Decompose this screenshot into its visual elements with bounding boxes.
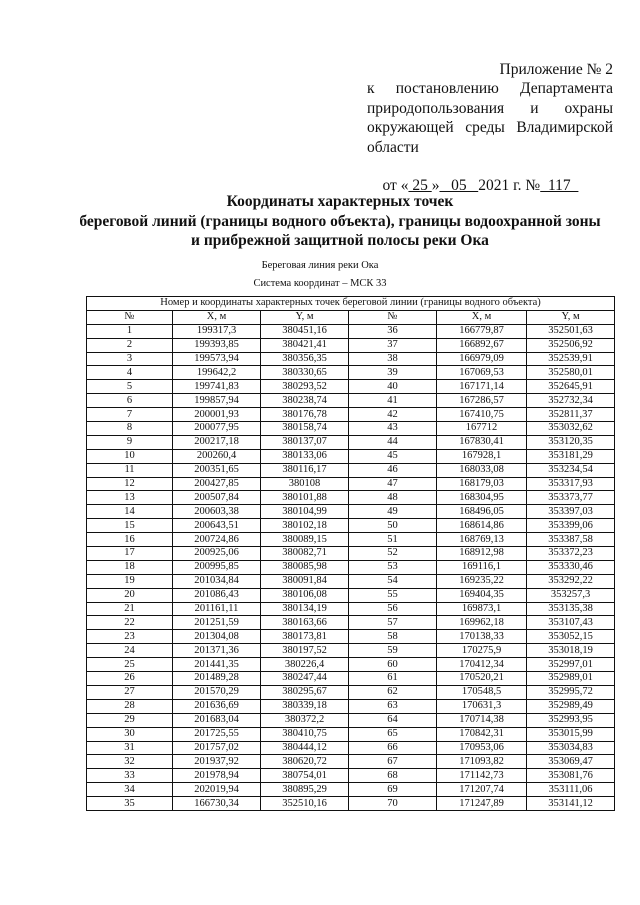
table-row xyxy=(87,435,615,449)
table-row xyxy=(87,588,615,602)
x-coordinate-cell: 202019,94 xyxy=(173,783,261,797)
appendix-line: области xyxy=(367,138,419,156)
table-row xyxy=(87,602,615,616)
y-coordinate-cell: 380295,67 xyxy=(261,685,349,699)
table-row xyxy=(87,533,615,547)
x-coordinate-cell: 167171,14 xyxy=(437,380,527,394)
date-year: 2021 г. № xyxy=(478,177,541,195)
x-coordinate-cell: 201636,69 xyxy=(173,699,261,713)
y-coordinate-cell: 352510,16 xyxy=(261,797,349,811)
date-month: 05 xyxy=(439,177,479,195)
y-coordinate-cell: 380108 xyxy=(261,477,349,491)
x-coordinate-cell: 168033,08 xyxy=(437,463,527,477)
x-coordinate-cell: 200351,65 xyxy=(173,463,261,477)
point-number-cell: 45 xyxy=(349,449,437,463)
subtitle: Береговая линия реки Ока xyxy=(261,260,379,271)
y-coordinate-cell: 353135,38 xyxy=(527,602,615,616)
point-number-cell: 35 xyxy=(87,797,173,811)
y-coordinate-cell: 380106,08 xyxy=(261,588,349,602)
point-number-cell: 64 xyxy=(349,713,437,727)
point-number-cell: 46 xyxy=(349,463,437,477)
decree-number: 117 xyxy=(540,177,579,195)
point-number-cell: 54 xyxy=(349,574,437,588)
title-line: Координаты характерных точек xyxy=(226,193,454,210)
y-coordinate-cell: 380163,66 xyxy=(261,616,349,630)
point-number-cell: 40 xyxy=(349,380,437,394)
point-number-cell: 11 xyxy=(87,463,173,477)
x-coordinate-cell: 168496,05 xyxy=(437,505,527,519)
point-number-cell: 43 xyxy=(349,422,437,436)
point-number-cell: 60 xyxy=(349,658,437,672)
y-coordinate-cell: 353081,76 xyxy=(527,769,615,783)
point-number-cell: 27 xyxy=(87,685,173,699)
point-number-cell: 44 xyxy=(349,435,437,449)
point-number-cell: 2 xyxy=(87,338,173,352)
column-header: X, м xyxy=(437,310,527,324)
x-coordinate-cell: 199393,85 xyxy=(173,338,261,352)
table-row xyxy=(87,324,615,338)
table-row xyxy=(87,449,615,463)
y-coordinate-cell: 352811,37 xyxy=(527,408,615,422)
x-coordinate-cell: 170275,9 xyxy=(437,644,527,658)
y-coordinate-cell: 352539,91 xyxy=(527,352,615,366)
x-coordinate-cell: 200995,85 xyxy=(173,560,261,574)
column-header: Y, м xyxy=(261,310,349,324)
x-coordinate-cell: 201304,08 xyxy=(173,630,261,644)
y-coordinate-cell: 353052,15 xyxy=(527,630,615,644)
point-number-cell: 30 xyxy=(87,727,173,741)
x-coordinate-cell: 170548,5 xyxy=(437,685,527,699)
x-coordinate-cell: 168304,95 xyxy=(437,491,527,505)
y-coordinate-cell: 380133,06 xyxy=(261,449,349,463)
y-coordinate-cell: 353373,77 xyxy=(527,491,615,505)
y-coordinate-cell: 353387,58 xyxy=(527,533,615,547)
y-coordinate-cell: 380247,44 xyxy=(261,672,349,686)
point-number-cell: 20 xyxy=(87,588,173,602)
y-coordinate-cell: 353107,43 xyxy=(527,616,615,630)
x-coordinate-cell: 168912,98 xyxy=(437,547,527,561)
x-coordinate-cell: 169962,18 xyxy=(437,616,527,630)
x-coordinate-cell: 170412,34 xyxy=(437,658,527,672)
table-row xyxy=(87,783,615,797)
point-number-cell: 4 xyxy=(87,366,173,380)
x-coordinate-cell: 200217,18 xyxy=(173,435,261,449)
y-coordinate-cell: 380444,12 xyxy=(261,741,349,755)
x-coordinate-cell: 201086,43 xyxy=(173,588,261,602)
x-coordinate-cell: 201683,04 xyxy=(173,713,261,727)
table-row xyxy=(87,463,615,477)
table-row xyxy=(87,797,615,811)
point-number-cell: 56 xyxy=(349,602,437,616)
x-coordinate-cell: 167410,75 xyxy=(437,408,527,422)
date-day: 25 xyxy=(408,177,432,195)
y-coordinate-cell: 380082,71 xyxy=(261,547,349,561)
y-coordinate-cell: 353292,22 xyxy=(527,574,615,588)
point-number-cell: 5 xyxy=(87,380,173,394)
x-coordinate-cell: 200077,95 xyxy=(173,422,261,436)
y-coordinate-cell: 380134,19 xyxy=(261,602,349,616)
x-coordinate-cell: 166979,09 xyxy=(437,352,527,366)
table-row xyxy=(87,644,615,658)
point-number-cell: 65 xyxy=(349,727,437,741)
point-number-cell: 42 xyxy=(349,408,437,422)
point-number-cell: 66 xyxy=(349,741,437,755)
point-number-cell: 61 xyxy=(349,672,437,686)
x-coordinate-cell: 200001,93 xyxy=(173,408,261,422)
y-coordinate-cell: 380451,16 xyxy=(261,324,349,338)
table-row xyxy=(87,477,615,491)
x-coordinate-cell: 201441,35 xyxy=(173,658,261,672)
point-number-cell: 22 xyxy=(87,616,173,630)
x-coordinate-cell: 201371,36 xyxy=(173,644,261,658)
point-number-cell: 24 xyxy=(87,644,173,658)
y-coordinate-cell: 380895,29 xyxy=(261,783,349,797)
point-number-cell: 59 xyxy=(349,644,437,658)
x-coordinate-cell: 170953,06 xyxy=(437,741,527,755)
y-coordinate-cell: 380293,52 xyxy=(261,380,349,394)
x-coordinate-cell: 171247,89 xyxy=(437,797,527,811)
title-line: береговой линий (границы водного объекта), границы водоохранной зоны xyxy=(79,212,601,230)
y-coordinate-cell: 352506,92 xyxy=(527,338,615,352)
y-coordinate-cell: 353111,06 xyxy=(527,783,615,797)
table-row xyxy=(87,658,615,672)
x-coordinate-cell: 166730,34 xyxy=(173,797,261,811)
table-row xyxy=(87,685,615,699)
point-number-cell: 9 xyxy=(87,435,173,449)
y-coordinate-cell: 380137,07 xyxy=(261,435,349,449)
x-coordinate-cell: 201034,84 xyxy=(173,574,261,588)
y-coordinate-cell: 380226,4 xyxy=(261,658,349,672)
point-number-cell: 36 xyxy=(349,324,437,338)
y-coordinate-cell: 380238,74 xyxy=(261,394,349,408)
y-coordinate-cell: 380085,98 xyxy=(261,560,349,574)
appendix-line: к постановлению Департамента xyxy=(367,80,613,98)
title-line: и прибрежной защитной полосы реки Ока xyxy=(191,232,489,249)
table-row xyxy=(87,616,615,630)
x-coordinate-cell: 168179,03 xyxy=(437,477,527,491)
x-coordinate-cell: 201570,29 xyxy=(173,685,261,699)
point-number-cell: 33 xyxy=(87,769,173,783)
point-number-cell: 12 xyxy=(87,477,173,491)
date-mid: » xyxy=(431,177,440,195)
point-number-cell: 6 xyxy=(87,394,173,408)
x-coordinate-cell: 168614,86 xyxy=(437,519,527,533)
point-number-cell: 21 xyxy=(87,602,173,616)
x-coordinate-cell: 170138,33 xyxy=(437,630,527,644)
y-coordinate-cell: 352989,01 xyxy=(527,672,615,686)
point-number-cell: 1 xyxy=(87,324,173,338)
x-coordinate-cell: 201757,02 xyxy=(173,741,261,755)
y-coordinate-cell: 380091,84 xyxy=(261,574,349,588)
y-coordinate-cell: 352995,72 xyxy=(527,685,615,699)
y-coordinate-cell: 353399,06 xyxy=(527,519,615,533)
y-coordinate-cell: 352989,49 xyxy=(527,699,615,713)
point-number-cell: 28 xyxy=(87,699,173,713)
table-row xyxy=(87,769,615,783)
y-coordinate-cell: 353141,12 xyxy=(527,797,615,811)
x-coordinate-cell: 169873,1 xyxy=(437,602,527,616)
x-coordinate-cell: 167712 xyxy=(437,422,527,436)
x-coordinate-cell: 170520,21 xyxy=(437,672,527,686)
point-number-cell: 47 xyxy=(349,477,437,491)
x-coordinate-cell: 171207,74 xyxy=(437,783,527,797)
x-coordinate-cell: 199857,94 xyxy=(173,394,261,408)
x-coordinate-cell: 201489,28 xyxy=(173,672,261,686)
x-coordinate-cell: 170631,3 xyxy=(437,699,527,713)
table-row xyxy=(87,408,615,422)
x-coordinate-cell: 171142,73 xyxy=(437,769,527,783)
point-number-cell: 68 xyxy=(349,769,437,783)
y-coordinate-cell: 352732,34 xyxy=(527,394,615,408)
x-coordinate-cell: 199317,3 xyxy=(173,324,261,338)
point-number-cell: 41 xyxy=(349,394,437,408)
point-number-cell: 37 xyxy=(349,338,437,352)
table-row xyxy=(87,560,615,574)
table-row xyxy=(87,338,615,352)
y-coordinate-cell: 380176,78 xyxy=(261,408,349,422)
x-coordinate-cell: 169116,1 xyxy=(437,560,527,574)
y-coordinate-cell: 380754,01 xyxy=(261,769,349,783)
x-coordinate-cell: 168769,13 xyxy=(437,533,527,547)
point-number-cell: 23 xyxy=(87,630,173,644)
table-row xyxy=(87,547,615,561)
point-number-cell: 38 xyxy=(349,352,437,366)
point-number-cell: 19 xyxy=(87,574,173,588)
y-coordinate-cell: 353120,35 xyxy=(527,435,615,449)
appendix-line: окружающей среды Владимирской xyxy=(367,119,613,137)
column-header: № xyxy=(87,310,173,324)
table-row xyxy=(87,672,615,686)
point-number-cell: 32 xyxy=(87,755,173,769)
y-coordinate-cell: 352997,01 xyxy=(527,658,615,672)
x-coordinate-cell: 200925,06 xyxy=(173,547,261,561)
column-header: X, м xyxy=(173,310,261,324)
point-number-cell: 39 xyxy=(349,366,437,380)
point-number-cell: 53 xyxy=(349,560,437,574)
y-coordinate-cell: 380372,2 xyxy=(261,713,349,727)
x-coordinate-cell: 200724,86 xyxy=(173,533,261,547)
y-coordinate-cell: 380330,65 xyxy=(261,366,349,380)
point-number-cell: 51 xyxy=(349,533,437,547)
x-coordinate-cell: 167830,41 xyxy=(437,435,527,449)
point-number-cell: 18 xyxy=(87,560,173,574)
y-coordinate-cell: 380620,72 xyxy=(261,755,349,769)
point-number-cell: 26 xyxy=(87,672,173,686)
x-coordinate-cell: 200260,4 xyxy=(173,449,261,463)
y-coordinate-cell: 380410,75 xyxy=(261,727,349,741)
point-number-cell: 57 xyxy=(349,616,437,630)
point-number-cell: 48 xyxy=(349,491,437,505)
point-number-cell: 67 xyxy=(349,755,437,769)
point-number-cell: 63 xyxy=(349,699,437,713)
y-coordinate-cell: 353034,83 xyxy=(527,741,615,755)
y-coordinate-cell: 380104,99 xyxy=(261,505,349,519)
y-coordinate-cell: 380356,35 xyxy=(261,352,349,366)
x-coordinate-cell: 201251,59 xyxy=(173,616,261,630)
x-coordinate-cell: 169235,22 xyxy=(437,574,527,588)
y-coordinate-cell: 353015,99 xyxy=(527,727,615,741)
appendix-line: природопользования и охраны xyxy=(367,99,613,117)
y-coordinate-cell: 352645,91 xyxy=(527,380,615,394)
x-coordinate-cell: 167069,53 xyxy=(437,366,527,380)
x-coordinate-cell: 200427,85 xyxy=(173,477,261,491)
x-coordinate-cell: 199573,94 xyxy=(173,352,261,366)
y-coordinate-cell: 380116,17 xyxy=(261,463,349,477)
point-number-cell: 62 xyxy=(349,685,437,699)
table-row xyxy=(87,491,615,505)
point-number-cell: 29 xyxy=(87,713,173,727)
table-row xyxy=(87,755,615,769)
point-number-cell: 7 xyxy=(87,408,173,422)
table-row xyxy=(87,713,615,727)
x-coordinate-cell: 200643,51 xyxy=(173,519,261,533)
point-number-cell: 52 xyxy=(349,547,437,561)
x-coordinate-cell: 170714,38 xyxy=(437,713,527,727)
y-coordinate-cell: 353317,93 xyxy=(527,477,615,491)
y-coordinate-cell: 352501,63 xyxy=(527,324,615,338)
table-body xyxy=(87,324,615,810)
x-coordinate-cell: 200507,84 xyxy=(173,491,261,505)
table-row xyxy=(87,394,615,408)
table-row xyxy=(87,422,615,436)
table-row xyxy=(87,741,615,755)
table-row xyxy=(87,352,615,366)
y-coordinate-cell: 353018,19 xyxy=(527,644,615,658)
y-coordinate-cell: 380197,52 xyxy=(261,644,349,658)
point-number-cell: 31 xyxy=(87,741,173,755)
point-number-cell: 15 xyxy=(87,519,173,533)
y-coordinate-cell: 353372,23 xyxy=(527,547,615,561)
x-coordinate-cell: 201725,55 xyxy=(173,727,261,741)
y-coordinate-cell: 353234,54 xyxy=(527,463,615,477)
table-row xyxy=(87,519,615,533)
table-row xyxy=(87,366,615,380)
x-coordinate-cell: 201161,11 xyxy=(173,602,261,616)
point-number-cell: 16 xyxy=(87,533,173,547)
y-coordinate-cell: 352580,01 xyxy=(527,366,615,380)
y-coordinate-cell: 380421,41 xyxy=(261,338,349,352)
x-coordinate-cell: 199741,83 xyxy=(173,380,261,394)
x-coordinate-cell: 201937,92 xyxy=(173,755,261,769)
point-number-cell: 58 xyxy=(349,630,437,644)
x-coordinate-cell: 169404,35 xyxy=(437,588,527,602)
column-header: № xyxy=(349,310,437,324)
point-number-cell: 10 xyxy=(87,449,173,463)
document-title xyxy=(40,192,640,251)
y-coordinate-cell: 352993,95 xyxy=(527,713,615,727)
y-coordinate-cell: 380339,18 xyxy=(261,699,349,713)
coordinate-system: Система координат – МСК 33 xyxy=(253,278,387,289)
point-number-cell: 14 xyxy=(87,505,173,519)
table-caption: Номер и координаты характерных точек береговой линии (границы водного объекта) xyxy=(87,297,615,311)
y-coordinate-cell: 353330,46 xyxy=(527,560,615,574)
point-number-cell: 13 xyxy=(87,491,173,505)
date-prefix: от « xyxy=(382,177,409,195)
point-number-cell: 70 xyxy=(349,797,437,811)
y-coordinate-cell: 353397,03 xyxy=(527,505,615,519)
table-header-row xyxy=(87,310,615,324)
point-number-cell: 55 xyxy=(349,588,437,602)
coordinates-table xyxy=(86,296,615,811)
appendix-title: Приложение № 2 xyxy=(499,61,613,78)
y-coordinate-cell: 380101,88 xyxy=(261,491,349,505)
table-row xyxy=(87,630,615,644)
table-row xyxy=(87,380,615,394)
point-number-cell: 8 xyxy=(87,422,173,436)
y-coordinate-cell: 353257,3 xyxy=(527,588,615,602)
table-row xyxy=(87,574,615,588)
table-row xyxy=(87,699,615,713)
y-coordinate-cell: 353069,47 xyxy=(527,755,615,769)
x-coordinate-cell: 166779,87 xyxy=(437,324,527,338)
x-coordinate-cell: 201978,94 xyxy=(173,769,261,783)
point-number-cell: 50 xyxy=(349,519,437,533)
point-number-cell: 49 xyxy=(349,505,437,519)
table-row xyxy=(87,505,615,519)
x-coordinate-cell: 171093,82 xyxy=(437,755,527,769)
y-coordinate-cell: 380089,15 xyxy=(261,533,349,547)
y-coordinate-cell: 380102,18 xyxy=(261,519,349,533)
point-number-cell: 34 xyxy=(87,783,173,797)
y-coordinate-cell: 380158,74 xyxy=(261,422,349,436)
x-coordinate-cell: 167928,1 xyxy=(437,449,527,463)
x-coordinate-cell: 170842,31 xyxy=(437,727,527,741)
point-number-cell: 25 xyxy=(87,658,173,672)
x-coordinate-cell: 167286,57 xyxy=(437,394,527,408)
column-header: Y, м xyxy=(527,310,615,324)
y-coordinate-cell: 353032,62 xyxy=(527,422,615,436)
x-coordinate-cell: 199642,2 xyxy=(173,366,261,380)
point-number-cell: 17 xyxy=(87,547,173,561)
table-row xyxy=(87,727,615,741)
point-number-cell: 69 xyxy=(349,783,437,797)
y-coordinate-cell: 353181,29 xyxy=(527,449,615,463)
x-coordinate-cell: 166892,67 xyxy=(437,338,527,352)
y-coordinate-cell: 380173,81 xyxy=(261,630,349,644)
point-number-cell: 3 xyxy=(87,352,173,366)
x-coordinate-cell: 200603,38 xyxy=(173,505,261,519)
